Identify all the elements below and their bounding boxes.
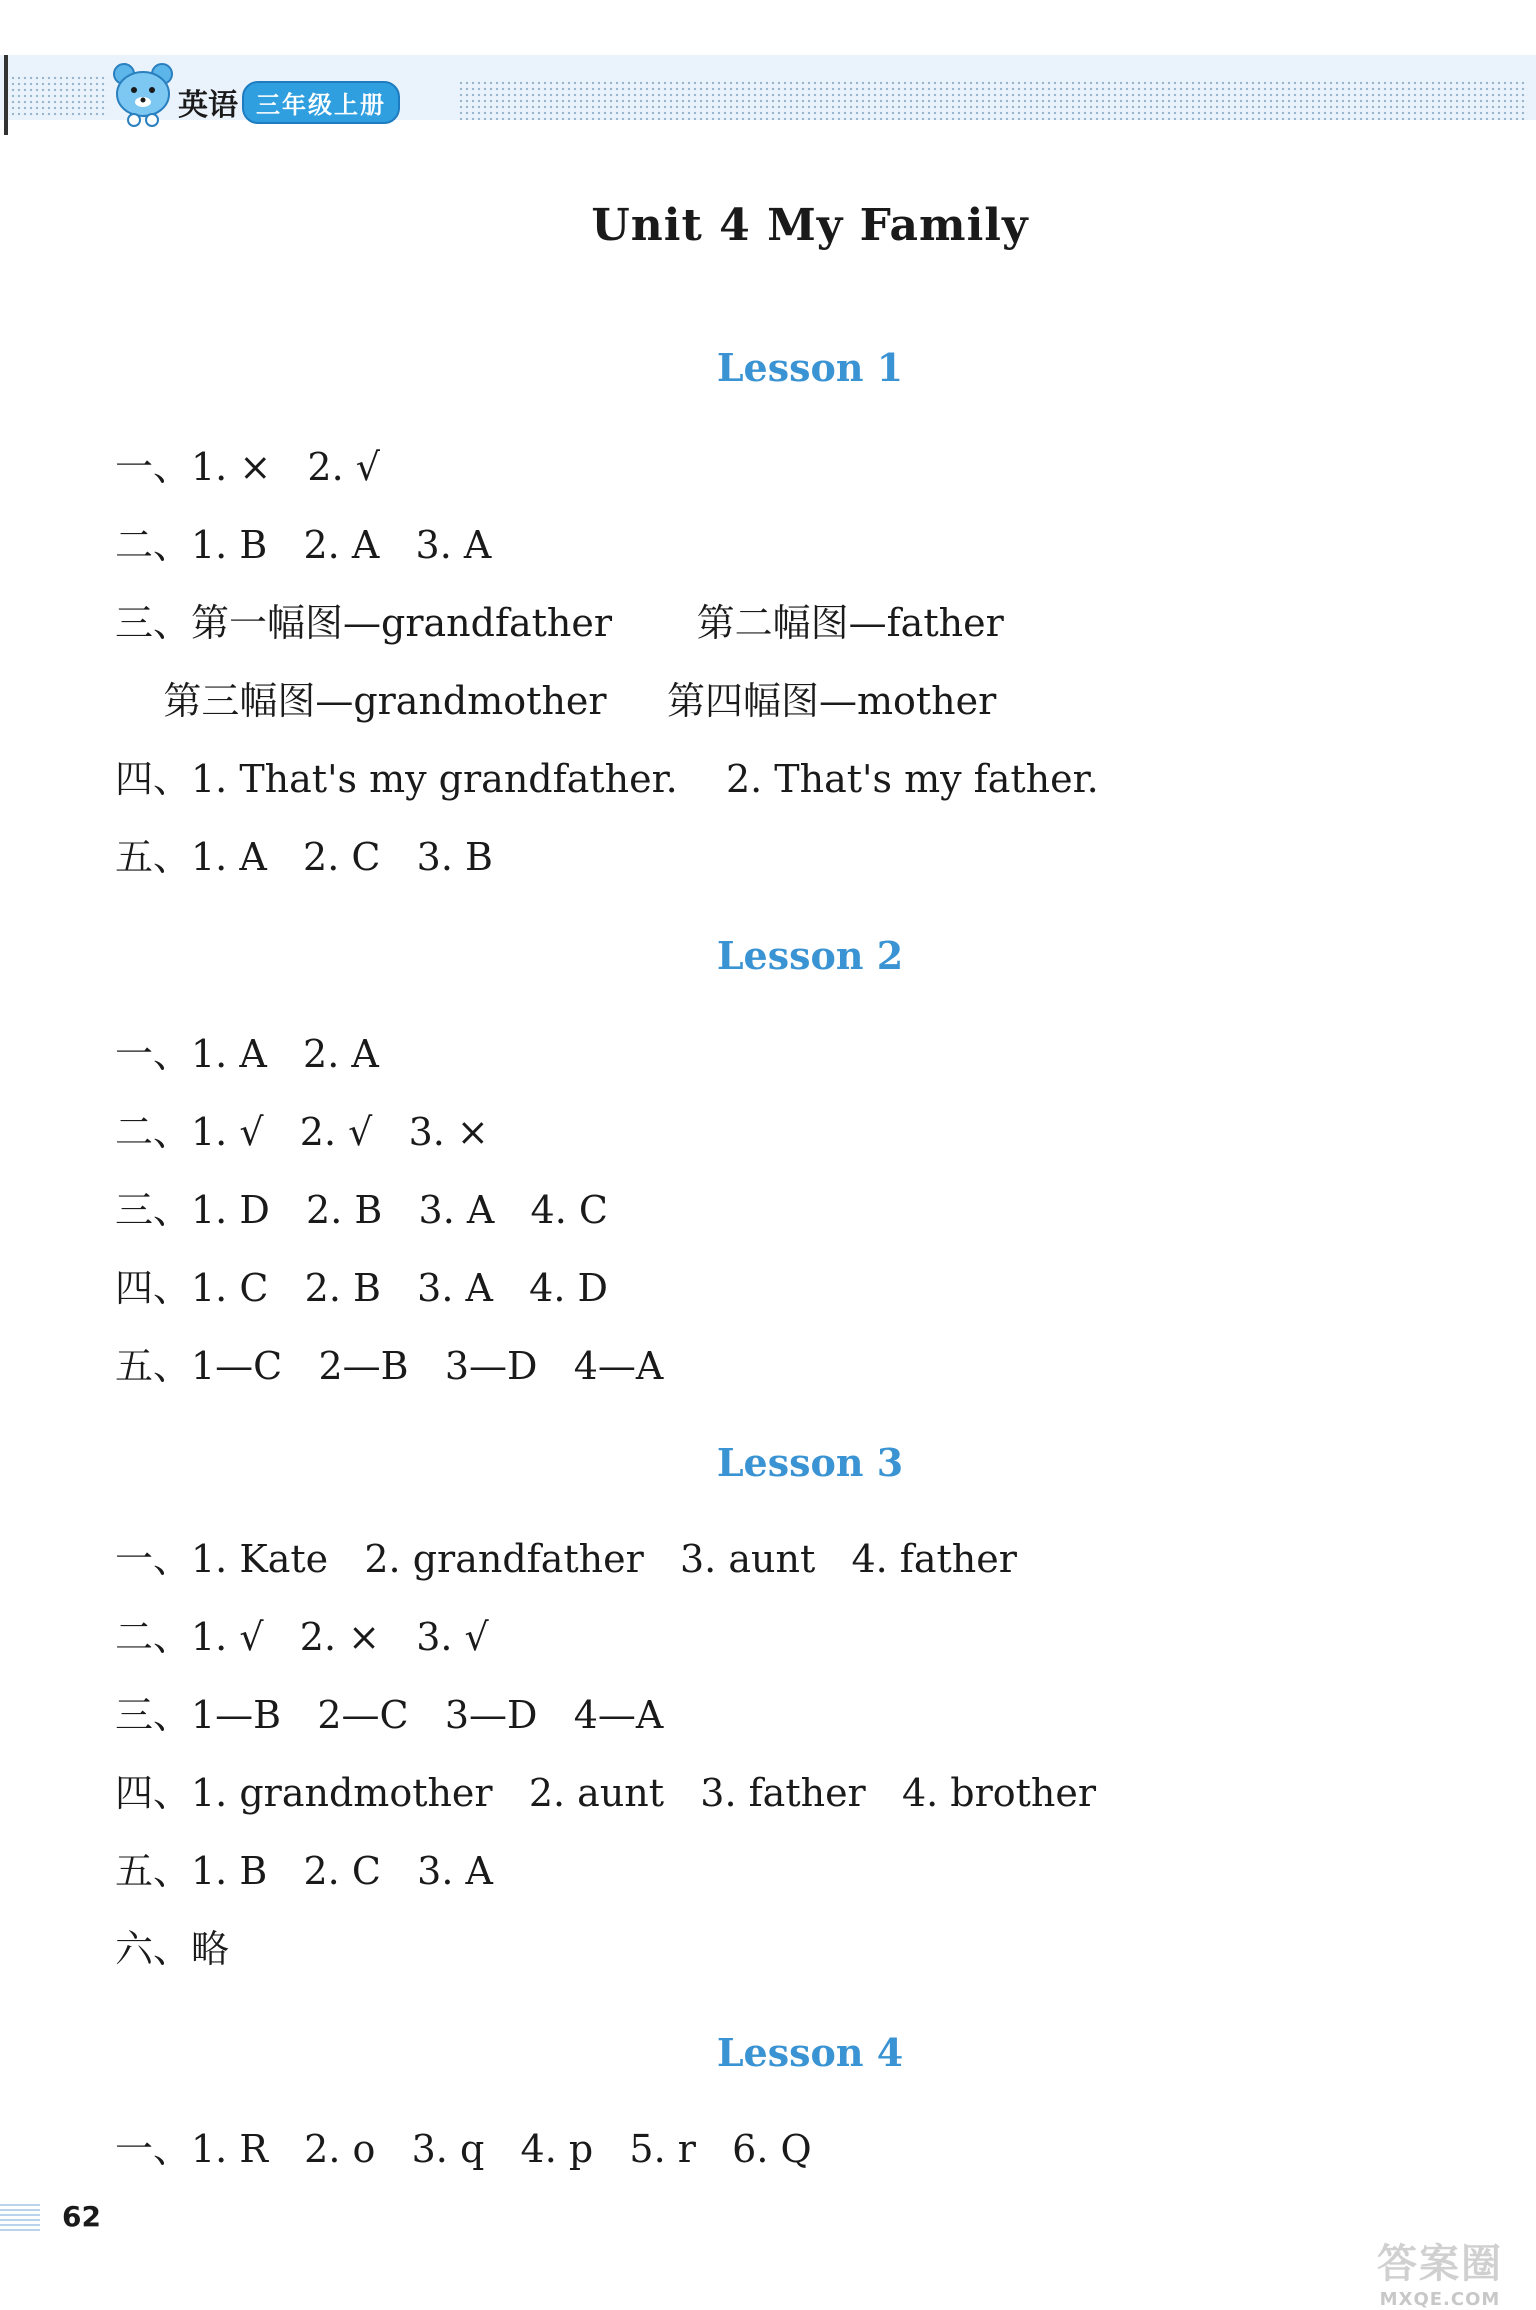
watermark-logo: 答案圈	[1377, 2241, 1503, 2287]
page-number: 62	[62, 2200, 101, 2233]
header-dot-pattern-right	[458, 80, 1528, 120]
answer-line: 六、略	[115, 1927, 230, 1971]
bear-mascot-icon	[108, 58, 178, 128]
lesson-4-title: Lesson 4	[716, 2030, 904, 2075]
watermark	[1350, 2232, 1530, 2310]
answer-line: 一、1. Kate 2. grandfather 3. aunt 4. father	[115, 1537, 1017, 1581]
answer-line: 三、1. D 2. B 3. A 4. C	[115, 1188, 608, 1232]
answer-line: 一、1. A 2. A	[115, 1032, 379, 1076]
answer-line: 一、1. R 2. o 3. q 4. p 5. r 6. Q	[115, 2127, 812, 2171]
answer-line: 二、1. √ 2. √ 3. ×	[115, 1110, 489, 1154]
lesson-1-title: Lesson 1	[716, 345, 904, 390]
answer-line: 四、1. That's my grandfather. 2. That's my father.	[115, 757, 1099, 801]
subject-label: 英语	[178, 88, 238, 123]
watermark-site: MXQE.COM	[1379, 2289, 1501, 2310]
answer-line: 四、1. C 2. B 3. A 4. D	[115, 1266, 608, 1310]
lesson-3-title: Lesson 3	[716, 1440, 904, 1485]
answer-line: 五、1—C 2—B 3—D 4—A	[115, 1344, 664, 1388]
unit-title: Unit 4 My Family	[591, 200, 1029, 251]
answer-line: 二、1. √ 2. × 3. √	[115, 1615, 489, 1659]
corner-mark	[4, 55, 8, 135]
lesson-2-title: Lesson 2	[716, 933, 904, 978]
answer-line: 一、1. × 2. √	[115, 445, 380, 489]
answer-line: 三、1—B 2—C 3—D 4—A	[115, 1693, 664, 1737]
answer-line: 二、1. B 2. A 3. A	[115, 523, 492, 567]
footer-stripe	[0, 2204, 40, 2234]
answer-line: 五、1. B 2. C 3. A	[115, 1849, 493, 1893]
answer-line: 第三幅图—grandmother 第四幅图—mother	[115, 679, 997, 723]
header-brand	[178, 82, 400, 122]
answer-line: 三、第一幅图—grandfather 第二幅图—father	[115, 601, 1004, 645]
header-dot-pattern-left	[10, 75, 108, 117]
answer-line: 五、1. A 2. C 3. B	[115, 835, 493, 879]
answer-line: 四、1. grandmother 2. aunt 3. father 4. brother	[115, 1771, 1097, 1815]
grade-tag: 三年级上册	[242, 81, 400, 124]
